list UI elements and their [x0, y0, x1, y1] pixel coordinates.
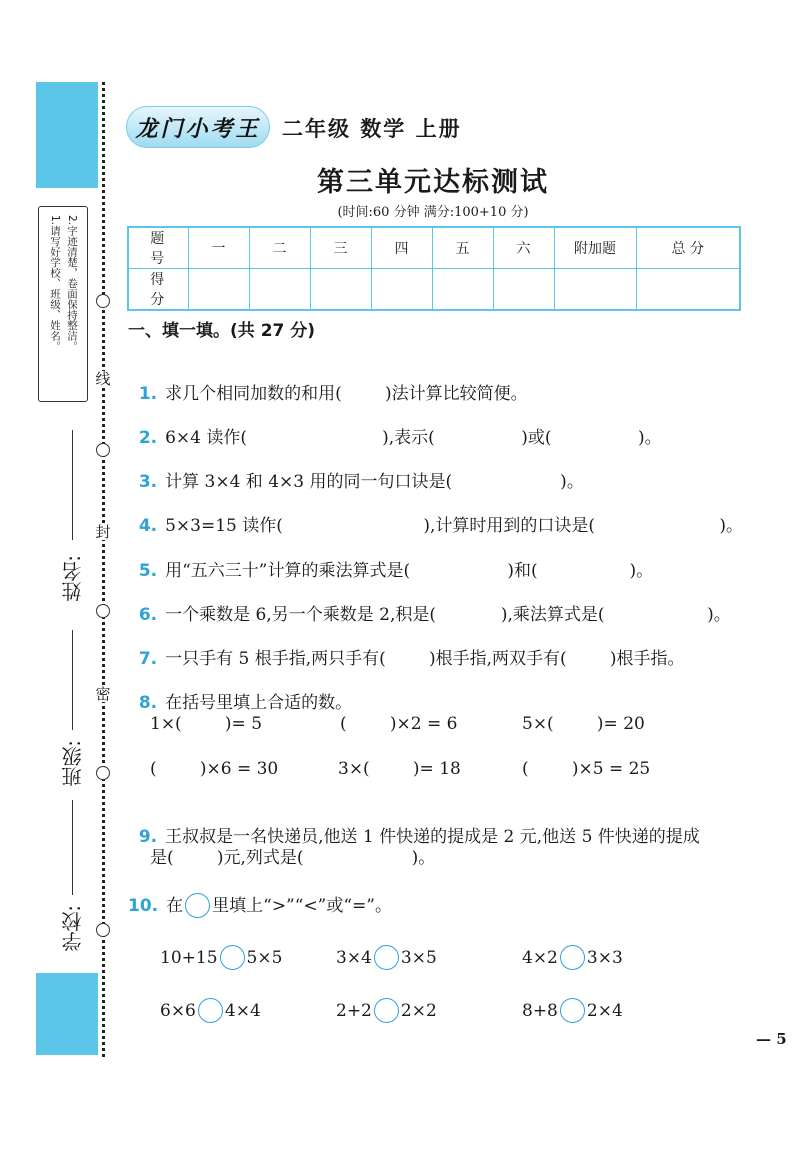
question-number: 4.	[138, 516, 158, 536]
name-field-line[interactable]	[72, 430, 73, 540]
notice-line-2: 2.字迹清楚，卷面保持整洁。	[66, 215, 78, 352]
compare-circle-input[interactable]	[560, 945, 585, 970]
compare-left: 4×2	[522, 947, 558, 968]
compare-circle-input[interactable]	[374, 945, 399, 970]
question-text[interactable]: 一个乘数是 6,另一个乘数是 2,积是( ),乘法算式是( )。	[165, 605, 731, 625]
score-cell[interactable]	[493, 269, 554, 311]
score-table-col: 三	[310, 227, 371, 269]
question-8	[128, 667, 352, 715]
compare-left: 8+8	[522, 1000, 558, 1021]
compare-right: 2×2	[400, 1000, 437, 1021]
question-number: 8.	[138, 693, 158, 713]
compare-item	[336, 998, 437, 1023]
compare-circle-icon	[185, 893, 210, 918]
question-text: 里填上“>”“<”或“=”。	[212, 895, 393, 916]
question-number: 9.	[138, 827, 158, 847]
page-number: — 5	[756, 1030, 787, 1048]
question-number: 2.	[138, 428, 158, 448]
section-heading: 一、填一填。(共 27 分)	[128, 321, 316, 341]
question-text[interactable]: 求几个相同加数的和用( )法计算比较简便。	[165, 384, 528, 404]
brand-logo-text: 龙门小考王	[135, 116, 261, 142]
question-number: 6.	[138, 605, 158, 625]
exam-info: (时间:60 分钟 满分:100+10 分)	[337, 205, 529, 220]
question-number: 3.	[138, 472, 158, 492]
question-number: 10.	[128, 895, 159, 916]
question-6	[128, 579, 731, 627]
binding-strip-bottom	[36, 973, 98, 1055]
score-table-col: 总 分	[636, 227, 740, 269]
question-5	[128, 535, 653, 583]
compare-left: 2+2	[336, 1000, 372, 1021]
fill-blank-item[interactable]: ( )×2 = 6	[340, 714, 458, 734]
compare-left: 10+15	[160, 947, 218, 968]
score-cell[interactable]	[371, 269, 432, 311]
score-table-col: 五	[432, 227, 493, 269]
binding-char-mi: 密	[95, 685, 111, 703]
score-table-col: 二	[249, 227, 310, 269]
fill-blank-item[interactable]: 5×( )= 20	[522, 714, 645, 734]
question-text[interactable]: 计算 3×4 和 4×3 用的同一句口诀是( )。	[165, 472, 584, 492]
school-field-label: 学校:	[61, 905, 85, 952]
question-9-continued[interactable]: 是( )元,列式是( )。	[150, 848, 436, 868]
question-4	[128, 490, 743, 538]
compare-item	[336, 945, 437, 970]
question-text[interactable]: 6×4 读作( ),表示( )或( )。	[165, 428, 662, 448]
score-table-row-label: 题号	[128, 227, 188, 269]
grade-subject-label: 二年级 数学 上册	[282, 117, 462, 141]
binding-hole-icon	[96, 294, 110, 308]
compare-item	[522, 945, 623, 970]
score-table-score-row	[128, 269, 740, 311]
brand-logo	[126, 106, 270, 148]
score-table-col: 六	[493, 227, 554, 269]
question-text[interactable]: 一只手有 5 根手指,两只手有( )根手指,两双手有( )根手指。	[165, 649, 685, 669]
name-field-label: 姓名:	[61, 555, 85, 602]
question-text: 在	[166, 895, 184, 916]
question-7	[128, 623, 685, 671]
binding-char-feng: 封	[95, 523, 111, 541]
compare-left: 3×4	[336, 947, 372, 968]
compare-right: 4×4	[224, 1000, 261, 1021]
question-3	[128, 446, 584, 494]
question-10	[128, 893, 392, 918]
fill-blank-item[interactable]: ( )×6 = 30	[150, 759, 279, 779]
compare-item	[522, 998, 623, 1023]
score-table-row-label: 得分	[128, 269, 188, 311]
compare-item	[160, 945, 282, 970]
score-cell[interactable]	[310, 269, 371, 311]
class-field-label: 班级:	[61, 740, 85, 787]
compare-item	[160, 998, 261, 1023]
question-1	[128, 358, 528, 406]
score-cell[interactable]	[554, 269, 636, 311]
compare-left: 6×6	[160, 1000, 196, 1021]
score-cell[interactable]	[636, 269, 740, 311]
fill-blank-item[interactable]: 1×( )= 5	[150, 714, 263, 734]
compare-circle-input[interactable]	[374, 998, 399, 1023]
compare-right: 5×5	[246, 947, 283, 968]
fill-blank-item[interactable]: 3×( )= 18	[338, 759, 461, 779]
score-table-col: 附加题	[554, 227, 636, 269]
score-cell[interactable]	[188, 269, 249, 311]
compare-circle-input[interactable]	[198, 998, 223, 1023]
score-table	[127, 226, 741, 311]
question-2	[128, 402, 662, 450]
compare-circle-input[interactable]	[220, 945, 245, 970]
question-text[interactable]: 用“五六三十”计算的乘法算式是( )和( )。	[165, 561, 654, 581]
binding-dotted-line	[102, 82, 105, 1057]
compare-right: 3×5	[400, 947, 437, 968]
question-number: 7.	[138, 649, 158, 669]
score-cell[interactable]	[432, 269, 493, 311]
binding-char-xian: 线	[95, 370, 111, 388]
compare-right: 2×4	[586, 1000, 623, 1021]
compare-right: 3×3	[586, 947, 623, 968]
exam-notice-box	[38, 206, 88, 402]
binding-hole-icon	[96, 766, 110, 780]
question-text[interactable]: 5×3=15 读作( ),计算时用到的口诀是( )。	[165, 516, 743, 536]
notice-line-1: 1.请写好学校、班级、姓名。	[49, 215, 61, 352]
binding-hole-icon	[96, 923, 110, 937]
compare-circle-input[interactable]	[560, 998, 585, 1023]
question-text: 在括号里填上合适的数。	[165, 693, 353, 713]
score-cell[interactable]	[249, 269, 310, 311]
question-number: 1.	[138, 384, 158, 404]
page-title: 第三单元达标测试	[317, 167, 549, 198]
binding-hole-icon	[96, 604, 110, 618]
question-number: 5.	[138, 561, 158, 581]
question-text: 王叔叔是一名快递员,他送 1 件快递的提成是 2 元,他送 5 件快递的提成	[165, 827, 700, 847]
fill-blank-item[interactable]: ( )×5 = 25	[522, 759, 651, 779]
score-table-col: 四	[371, 227, 432, 269]
class-field-line[interactable]	[72, 630, 73, 730]
score-table-col: 一	[188, 227, 249, 269]
question-9	[128, 801, 700, 849]
binding-hole-icon	[96, 443, 110, 457]
school-field-line[interactable]	[72, 800, 73, 895]
score-table-header-row	[128, 227, 740, 269]
